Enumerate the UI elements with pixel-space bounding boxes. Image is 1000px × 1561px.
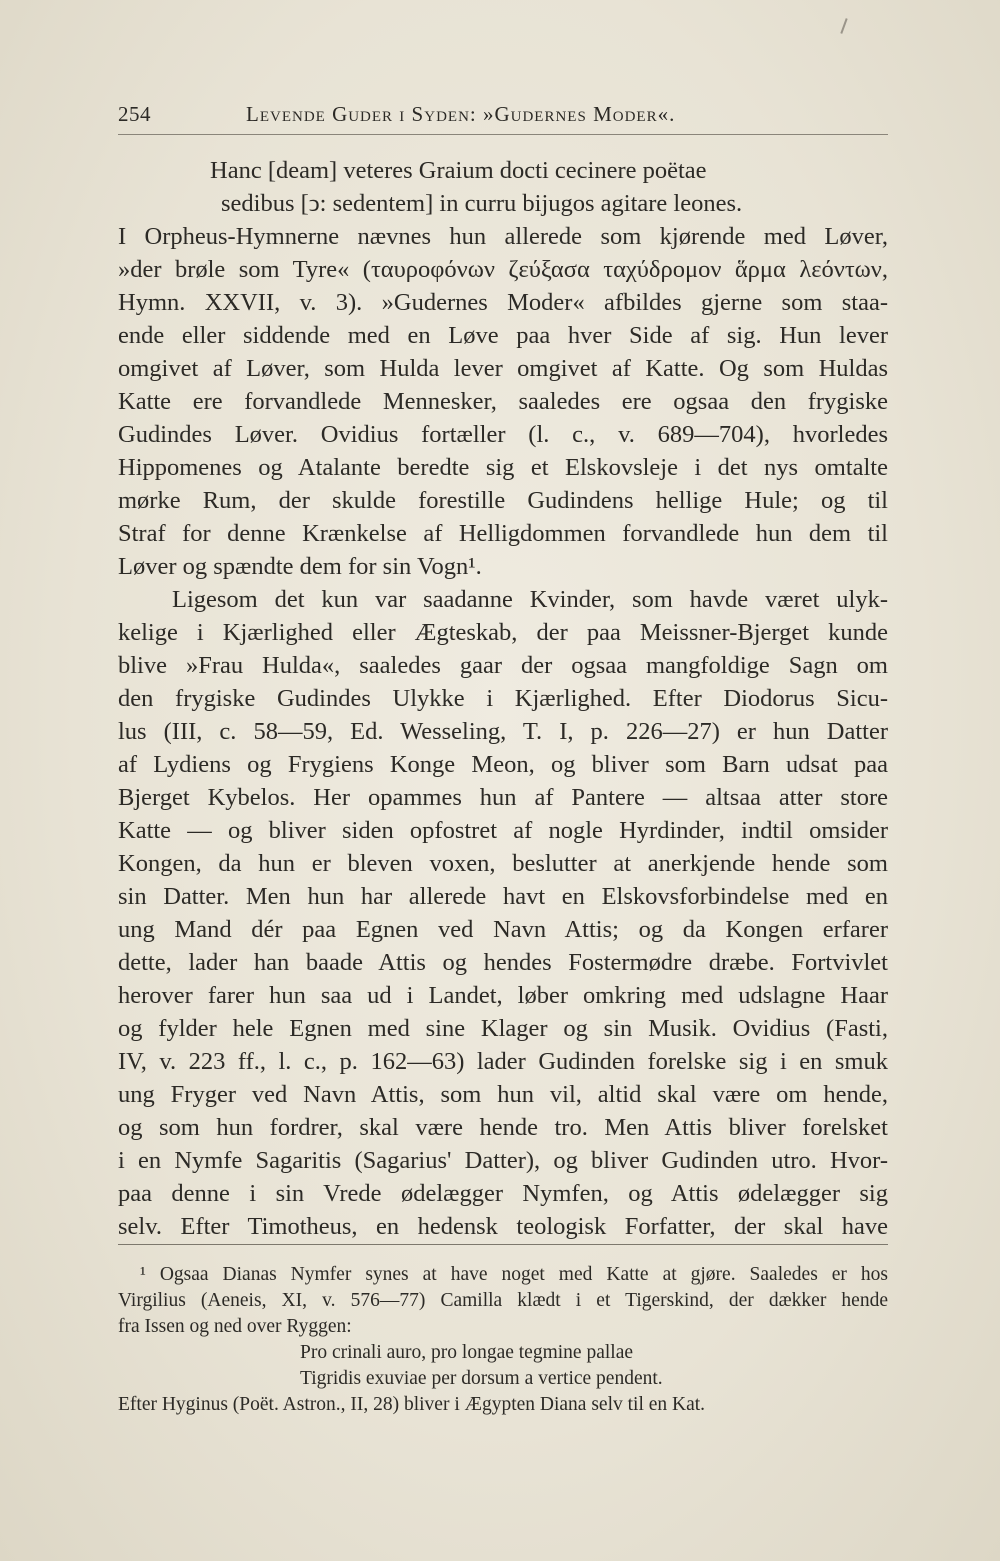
text-line: dette, lader han baade Attis og hendes Fostermødre dræbe. Fortvivlet	[118, 949, 888, 976]
text-line: sin Datter. Men hun har allerede havt en Elskovsforbindelse med en	[118, 883, 888, 910]
text-line: Bjerget Kybelos. Her opammes hun af Pantere — altsaa atter store	[118, 784, 888, 811]
footnotes	[118, 1262, 888, 1418]
text-line: Hanc [deam] veteres Graium docti cecinere poëtae	[210, 157, 707, 184]
footnote-line: Efter Hyginus (Poët. Astron., II, 28) bliver i Ægypten Diana selv til en Kat.	[118, 1394, 706, 1415]
running-header	[118, 98, 888, 134]
text-line: ung Fryger ved Navn Attis, som hun vil, altid skal være om hende,	[118, 1081, 888, 1108]
text-line: Katte ere forvandlede Mennesker, saaledes ere ogsaa den frygiske	[118, 388, 888, 415]
running-title: Levende Guder i Syden: »Gudernes Moder«.	[246, 102, 676, 126]
text-line: I Orpheus-Hymnerne nævnes hun allerede som kjørende med Løver,	[118, 223, 888, 250]
text-line: paa denne i sin Vrede ødelægger Nymfen, og Attis ødelægger sig	[118, 1180, 888, 1207]
text-line: Straf for denne Krænkelse af Helligdommen forvandlede hun dem til	[118, 520, 888, 547]
footnote-line: fra Issen og ned over Ryggen:	[118, 1316, 352, 1337]
text-line: af Lydiens og Frygiens Konge Meon, og bliver som Barn udsat paa	[118, 751, 888, 778]
header-rule	[118, 134, 888, 135]
text-line: herover farer hun saa ud i Landet, løber omkring med udslagne Haar	[118, 982, 888, 1009]
footnote-rule	[118, 1244, 888, 1245]
text-line: den frygiske Gudindes Ulykke i Kjærlighed. Efter Diodorus Sicu-	[118, 685, 888, 712]
text-line: sedibus [ↄ: sedentem] in curru bijugos agitare leones.	[221, 190, 743, 217]
text-line: »der brøle som Tyre« (ταυροφόνων ζεύξασα ταχύδρομον ἅρμα λεόντων,	[118, 256, 888, 283]
text-line: Ligesom det kun var saadanne Kvinder, som havde været ulyk-	[172, 586, 888, 613]
text-line: og fylder hele Egnen med sine Klager og sin Musik. Ovidius (Fasti,	[118, 1015, 888, 1042]
footnote-line: Tigridis exuviae per dorsum a vertice pendent.	[300, 1368, 663, 1389]
text-line: i en Nymfe Sagaritis (Sagarius' Datter), og bliver Gudinden utro. Hvor-	[118, 1147, 888, 1174]
text-line: Hippomenes og Atalante beredte sig et Elskovsleje i det nys omtalte	[118, 454, 888, 481]
footnote-line: Pro crinali auro, pro longae tegmine pallae	[300, 1342, 634, 1363]
text-line: IV, v. 223 ff., l. c., p. 162—63) lader Gudinden forelske sig i en smuk	[118, 1048, 888, 1075]
text-line: blive »Frau Hulda«, saaledes gaar der ogsaa mangfoldige Sagn om	[118, 652, 888, 679]
text-line: ung Mand dér paa Egnen ved Navn Attis; og da Kongen erfarer	[118, 916, 888, 943]
text-line: selv. Efter Timotheus, en hedensk teologisk Forfatter, der skal have	[118, 1213, 888, 1240]
text-line: ende eller siddende med en Løve paa hver Side af sig. Hun lever	[118, 322, 888, 349]
text-line: Katte — og bliver siden opfostret af nogle Hyrdinder, indtil omsider	[118, 817, 888, 844]
footnote-line: Virgilius (Aeneis, XI, v. 576—77) Camilla klædt i et Tigerskind, der dækker hende	[118, 1290, 888, 1311]
page-number: 254	[118, 102, 151, 126]
text-line: Løver og spændte dem for sin Vogn¹.	[118, 553, 482, 580]
text-line: og som hun fordrer, skal være hende tro. Men Attis bliver forelsket	[118, 1114, 888, 1141]
text-line: Kongen, da hun er bleven voxen, beslutter at anerkjende hende som	[118, 850, 888, 877]
text-line: lus (III, c. 58—59, Ed. Wesseling, T. I, p. 226—27) er hun Datter	[118, 718, 888, 745]
pen-mark	[840, 18, 847, 34]
text-line: kelige i Kjærlighed eller Ægteskab, der paa Meissner-Bjerget kunde	[118, 619, 888, 646]
text-line: Gudindes Løver. Ovidius fortæller (l. c., v. 689—704), hvorledes	[118, 421, 888, 448]
footnote-line: ¹ Ogsaa Dianas Nymfer synes at have noget med Katte at gjøre. Saaledes er hos	[140, 1264, 888, 1285]
text-line: Hymn. XXVII, v. 3). »Gudernes Moder« afbildes gjerne som staa-	[118, 289, 888, 316]
text-line: mørke Rum, der skulde forestille Gudindens hellige Hule; og til	[118, 487, 888, 514]
main-text	[118, 154, 888, 1243]
text-line: omgivet af Løver, som Hulda lever omgivet af Katte. Og som Huldas	[118, 355, 888, 382]
